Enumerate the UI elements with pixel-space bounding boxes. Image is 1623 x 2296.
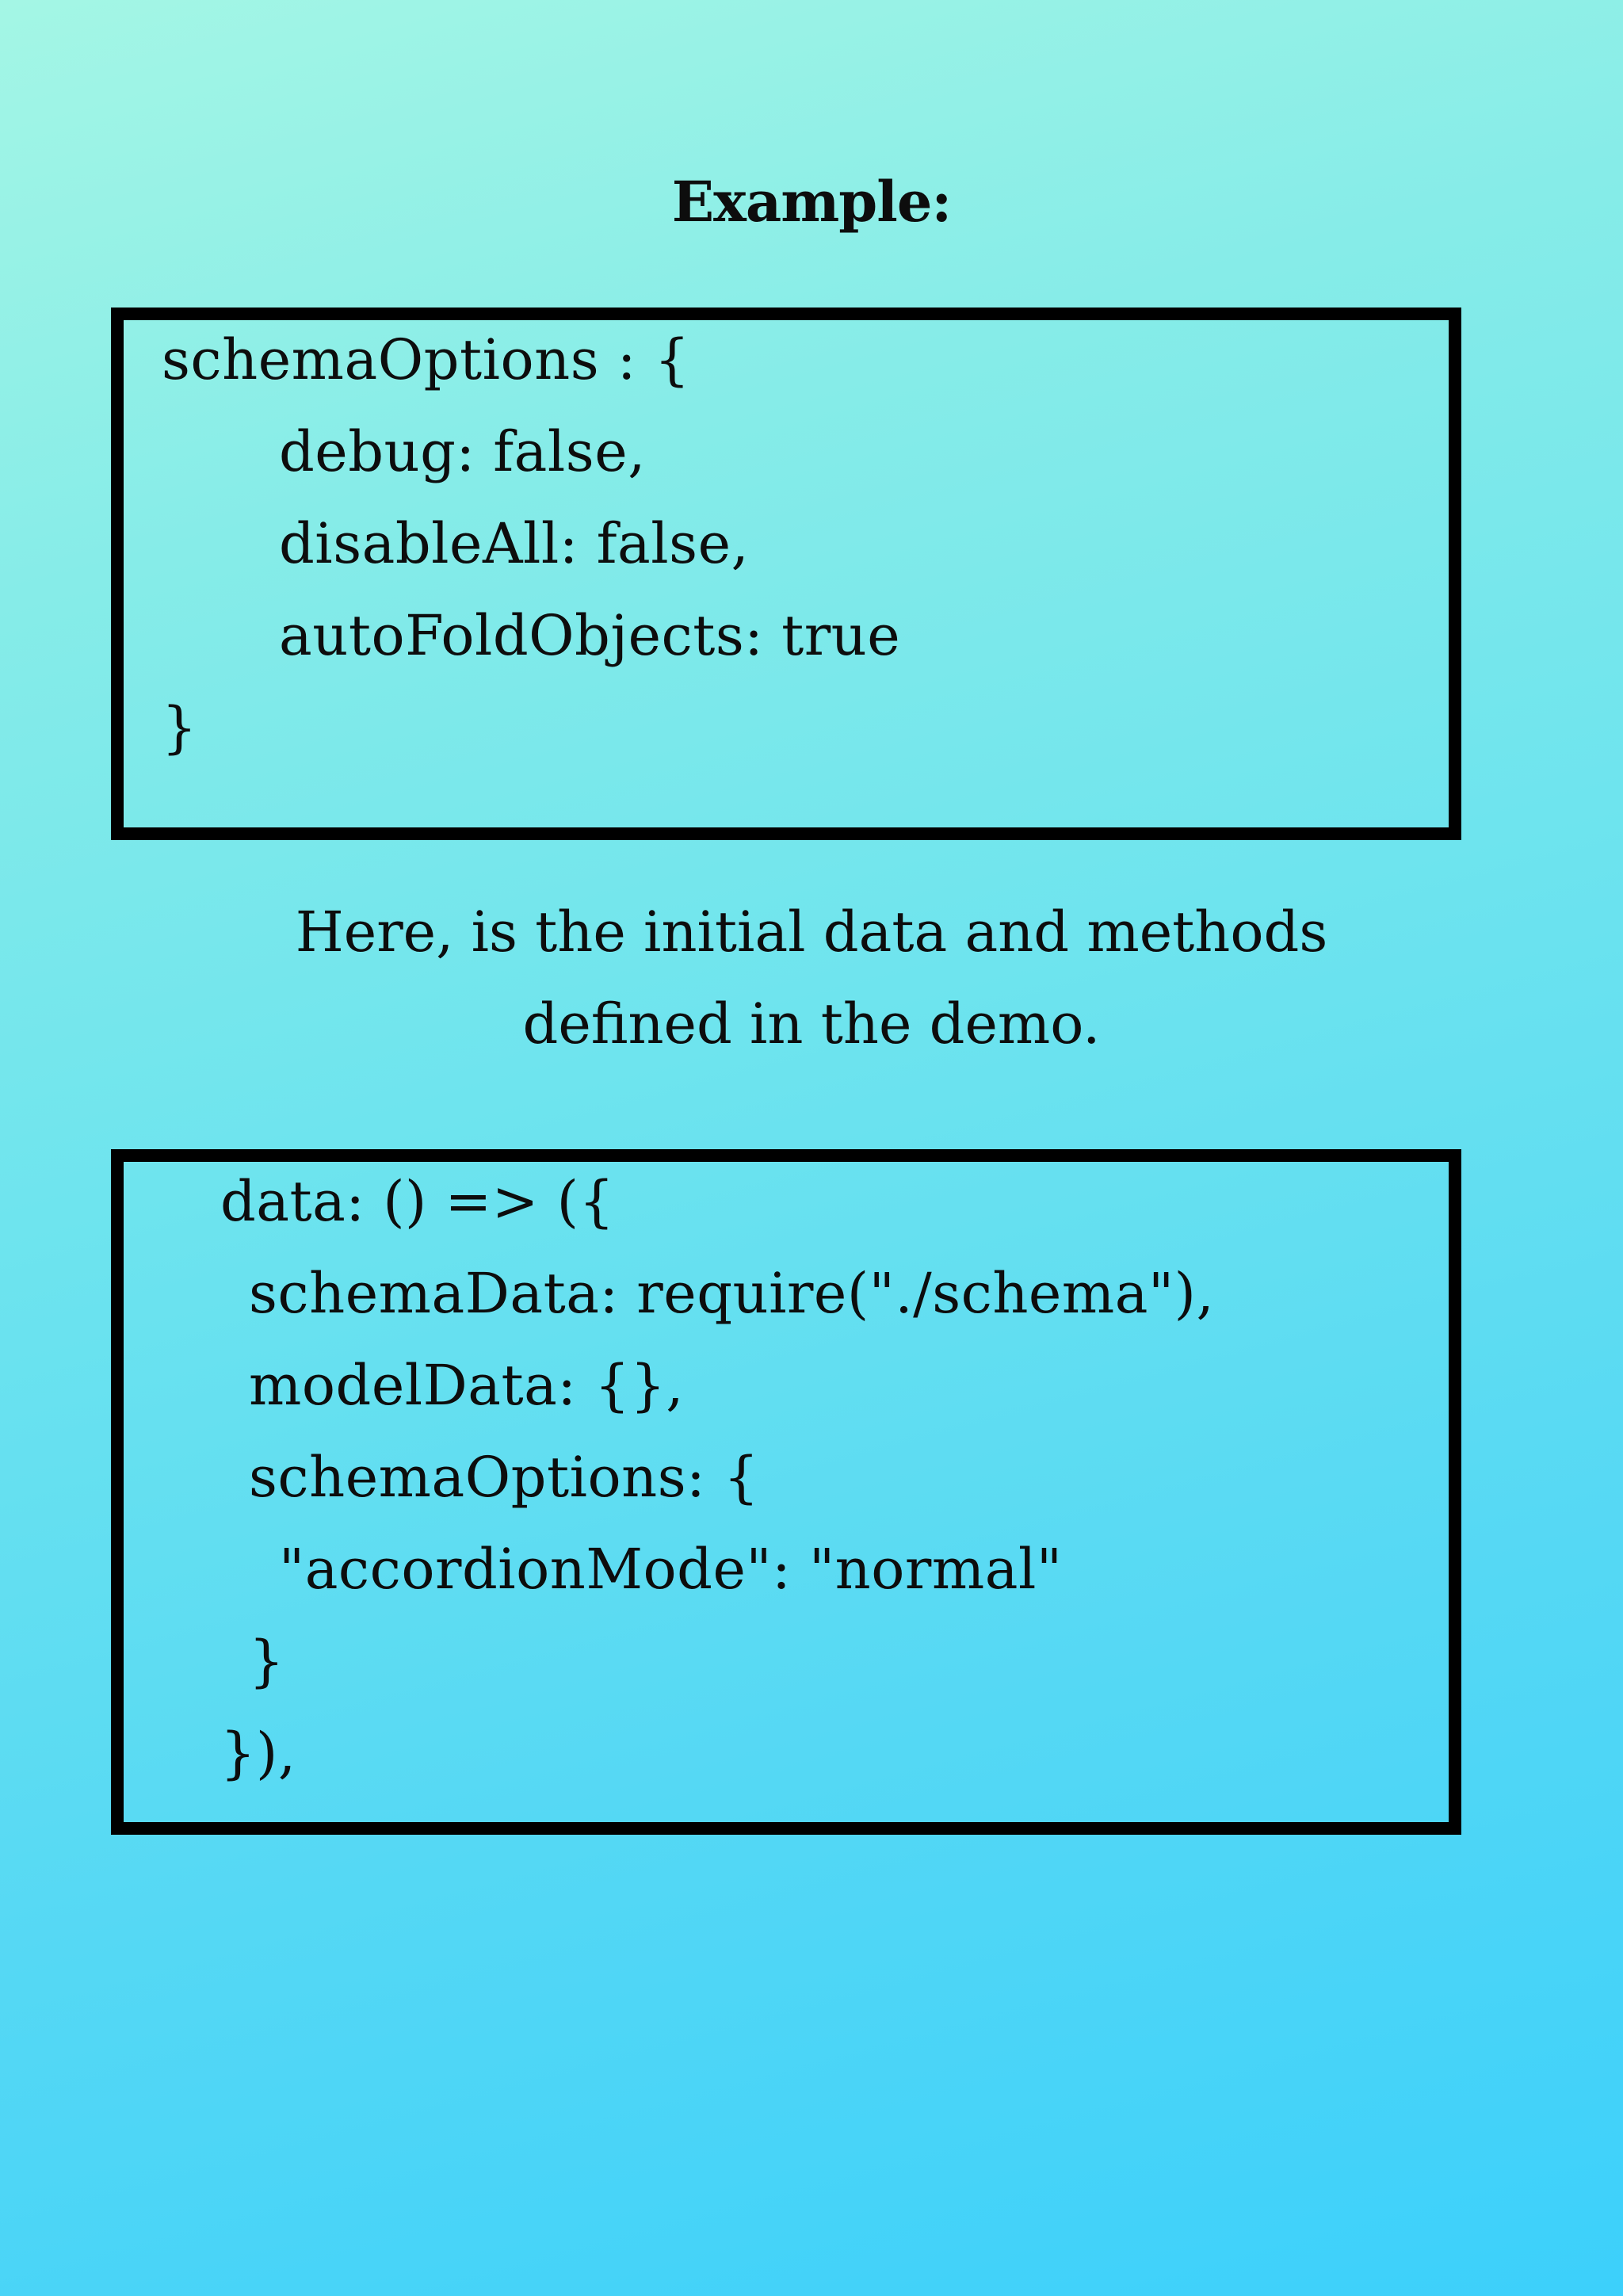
code-line: debug: false, (279, 419, 646, 484)
description-paragraph (0, 886, 1623, 1070)
code-line: }), (220, 1721, 296, 1786)
code-line: } (162, 695, 198, 760)
code-line: autoFoldObjects: true (279, 603, 901, 668)
code-line: modelData: {}, (249, 1353, 685, 1418)
code-line: data: () => ({ (220, 1169, 615, 1234)
code-line: "accordionMode": "normal" (279, 1537, 1063, 1602)
code-line: disableAll: false, (279, 511, 750, 576)
code-line: schemaData: require("./schema"), (249, 1261, 1215, 1326)
page-heading: Example: (671, 169, 952, 235)
code-block-schema-options (111, 308, 1461, 840)
paragraph-line: defined in the demo. (522, 991, 1101, 1056)
code-line: schemaOptions : { (162, 327, 690, 392)
code-line: } (249, 1629, 285, 1694)
code-line: schemaOptions: { (249, 1445, 759, 1510)
paragraph-line: Here, is the initial data and methods (295, 900, 1328, 965)
code-block-demo-data (111, 1149, 1461, 1835)
